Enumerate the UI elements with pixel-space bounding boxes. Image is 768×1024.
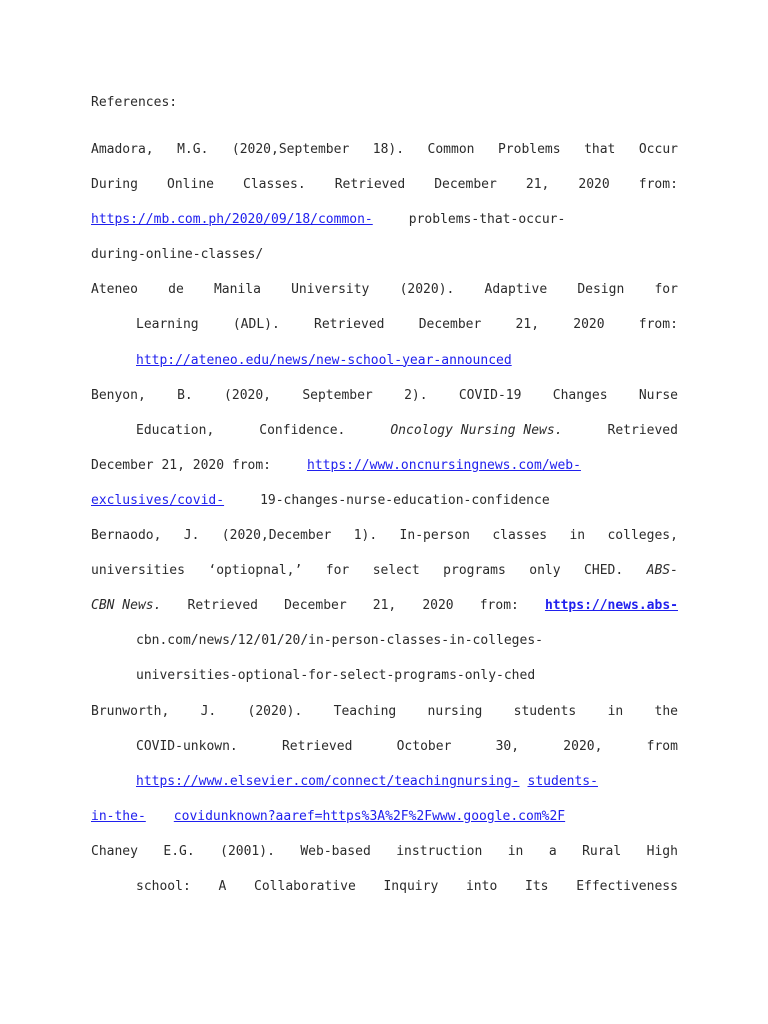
line-word: into xyxy=(465,878,498,894)
line-word: J. xyxy=(200,703,217,719)
line-word: (2020). xyxy=(399,282,455,298)
reference-bernaodo-line-1 xyxy=(91,525,678,560)
reference-brunworth-line-4 xyxy=(91,806,678,841)
line-word: September xyxy=(302,387,373,403)
line-word: December xyxy=(284,598,347,614)
reference-benyon-line-4 xyxy=(91,490,678,525)
references-heading: References: xyxy=(91,95,178,110)
line-word: 2020, xyxy=(563,738,603,754)
line-word: Retrieved xyxy=(314,317,385,333)
line-word: December 21, 2020 from: xyxy=(91,457,272,473)
reference-list xyxy=(91,139,678,911)
line-word: December xyxy=(434,177,497,193)
ateneo-url-link[interactable]: http://ateneo.edu/news/new-school-year-announced xyxy=(136,352,512,368)
reference-amadora-line-2 xyxy=(91,174,678,209)
line-word: 2020 xyxy=(422,598,454,614)
line-word: 1). xyxy=(353,528,378,544)
line-word: CHED. xyxy=(584,563,624,579)
line-word: ABS- xyxy=(646,563,678,579)
reference-bernaodo-line-3 xyxy=(91,595,678,630)
line-word: Confidence. xyxy=(259,422,346,438)
reference-chaney-line-1 xyxy=(91,841,678,876)
line-word: Education, xyxy=(136,422,215,438)
bernaodo-url-link[interactable]: https://news.abs- xyxy=(544,598,678,614)
line-word: J. xyxy=(183,528,200,544)
reference-ateneo-line-1 xyxy=(91,279,678,314)
line-word: Web-based xyxy=(300,843,371,859)
brunworth-url-link-part[interactable]: students- xyxy=(527,773,598,789)
line-word: select xyxy=(372,563,420,579)
line-word: instruction xyxy=(396,843,483,859)
line-word: Ateneo xyxy=(91,282,138,298)
line-word: from: xyxy=(638,317,678,333)
line-word: a xyxy=(548,843,557,859)
line-word: Benyon, xyxy=(91,387,146,403)
benyon-url-link-continued[interactable]: exclusives/covid- xyxy=(91,492,225,508)
line-word: 21, xyxy=(372,598,397,614)
line-word: in xyxy=(569,528,586,544)
line-word: from xyxy=(646,738,678,754)
line-word: October xyxy=(396,738,452,754)
line-word: Adaptive xyxy=(484,282,548,298)
line-word: 19-changes-nurse-education-confidence xyxy=(260,492,550,508)
line-word: Occur xyxy=(638,142,678,157)
reference-bernaodo-line-2 xyxy=(91,560,678,595)
line-word: 2020 xyxy=(573,317,605,333)
line-word: (2001). xyxy=(220,843,275,859)
brunworth-url-link-continued[interactable]: in-the- xyxy=(91,808,146,824)
line-word: Retrieved xyxy=(281,738,353,754)
reference-ateneo-line-3 xyxy=(91,350,678,385)
line-word: (2020). xyxy=(247,703,303,719)
line-word: In-person xyxy=(399,528,470,544)
line-word: school: xyxy=(136,878,191,894)
line-word: University xyxy=(291,282,370,298)
reference-amadora-line-4 xyxy=(91,244,678,279)
line-word: Manila xyxy=(213,282,261,298)
line-word: 30, xyxy=(495,738,520,754)
line-word: for xyxy=(325,563,350,579)
reference-amadora-line-3 xyxy=(91,209,678,244)
line-word: (2020,December xyxy=(221,528,332,544)
line-word: Teaching xyxy=(333,703,397,719)
line-word: 21, xyxy=(515,317,540,333)
line-word: Nurse xyxy=(638,387,678,403)
line-word: from: xyxy=(638,177,678,193)
line-word: COVID-19 xyxy=(458,387,522,403)
line-word: cbn.com/news/12/01/20/in-person-classes-in-colleges- xyxy=(136,633,543,649)
line-word: 2020 xyxy=(578,177,610,193)
reference-bernaodo-line-4 xyxy=(91,630,678,665)
line-word: Retrieved xyxy=(607,422,678,438)
reference-ateneo-line-2 xyxy=(91,314,678,349)
reference-brunworth-line-2 xyxy=(91,736,678,771)
reference-brunworth-line-1 xyxy=(91,701,678,736)
amadora-url-link[interactable]: https://mb.com.ph/2020/09/18/common- xyxy=(91,212,373,228)
reference-brunworth-line-3 xyxy=(91,771,678,806)
line-word: Collaborative xyxy=(254,878,356,894)
line-word: Amadora, xyxy=(91,142,154,157)
line-word: Retrieved xyxy=(334,177,406,193)
line-word: Changes xyxy=(552,387,608,403)
line-word: High xyxy=(646,843,678,859)
line-word: in xyxy=(607,703,624,719)
line-word: Classes. xyxy=(243,177,306,193)
line-word: universities xyxy=(91,563,185,579)
line-word: B. xyxy=(177,387,193,403)
line-word: Online xyxy=(167,177,214,193)
line-word: (ADL). xyxy=(232,317,280,333)
benyon-url-link[interactable]: https://www.oncnursingnews.com/web- xyxy=(307,457,581,473)
line-word: Common xyxy=(427,142,475,157)
line-word: (2020, xyxy=(224,387,272,403)
line-word: the xyxy=(654,703,678,719)
line-word: Design xyxy=(577,282,625,298)
line-word: problems-that-occur- xyxy=(408,212,566,228)
line-word: 2). xyxy=(404,387,428,403)
line-word: Learning xyxy=(136,317,199,333)
line-word: universities-optional-for-select-programs-only-ched xyxy=(136,668,536,684)
journal-title: Oncology Nursing News. xyxy=(390,422,563,438)
line-word: December xyxy=(418,317,482,333)
line-word: Effectiveness xyxy=(576,878,678,894)
line-word: classes xyxy=(492,528,548,544)
line-word: M.G. xyxy=(177,142,209,157)
line-word: only xyxy=(529,563,561,579)
line-word: Inquiry xyxy=(383,878,439,894)
reference-benyon-line-1 xyxy=(91,385,678,420)
line-word: Rural xyxy=(582,843,622,859)
reference-benyon-line-3 xyxy=(91,455,678,490)
line-word: during-online-classes/ xyxy=(91,247,264,263)
line-word: ‘optiopnal,’ xyxy=(208,563,303,579)
line-word: from: xyxy=(479,598,519,614)
brunworth-url-link[interactable]: https://www.elsevier.com/connect/teachingnursing- xyxy=(136,773,520,789)
line-word: E.G. xyxy=(163,843,195,859)
line-word: Chaney xyxy=(91,843,138,859)
line-word: for xyxy=(654,282,678,298)
line-word: students xyxy=(513,703,577,719)
line-word: that xyxy=(584,142,616,157)
brunworth-url-link-query[interactable]: covidunknown?aaref=https%3A%2F%2Fwww.google.com%2F xyxy=(173,808,566,824)
line-word: 18). xyxy=(372,142,405,157)
line-word: de xyxy=(168,282,184,298)
line-word: Its xyxy=(525,878,549,894)
reference-benyon-line-2 xyxy=(91,420,678,455)
line-word: Problems xyxy=(497,142,561,157)
line-word: (2020,September xyxy=(231,142,350,157)
journal-title: CBN News. xyxy=(91,598,162,614)
line-word: nursing xyxy=(427,703,483,719)
reference-bernaodo-line-5 xyxy=(91,665,678,700)
reference-chaney-line-2 xyxy=(91,876,678,911)
line-word: During xyxy=(91,177,138,193)
line-word: Bernaodo, xyxy=(91,528,162,544)
line-word: programs xyxy=(443,563,506,579)
line-word: Retrieved xyxy=(187,598,258,614)
line-word: A xyxy=(218,878,227,894)
line-word: Brunworth, xyxy=(91,703,170,719)
line-word: colleges, xyxy=(607,528,678,544)
line-word: 21, xyxy=(525,177,550,193)
line-word: COVID-unkown. xyxy=(136,738,238,754)
line-word: in xyxy=(507,843,524,859)
reference-amadora-line-1 xyxy=(91,139,678,174)
